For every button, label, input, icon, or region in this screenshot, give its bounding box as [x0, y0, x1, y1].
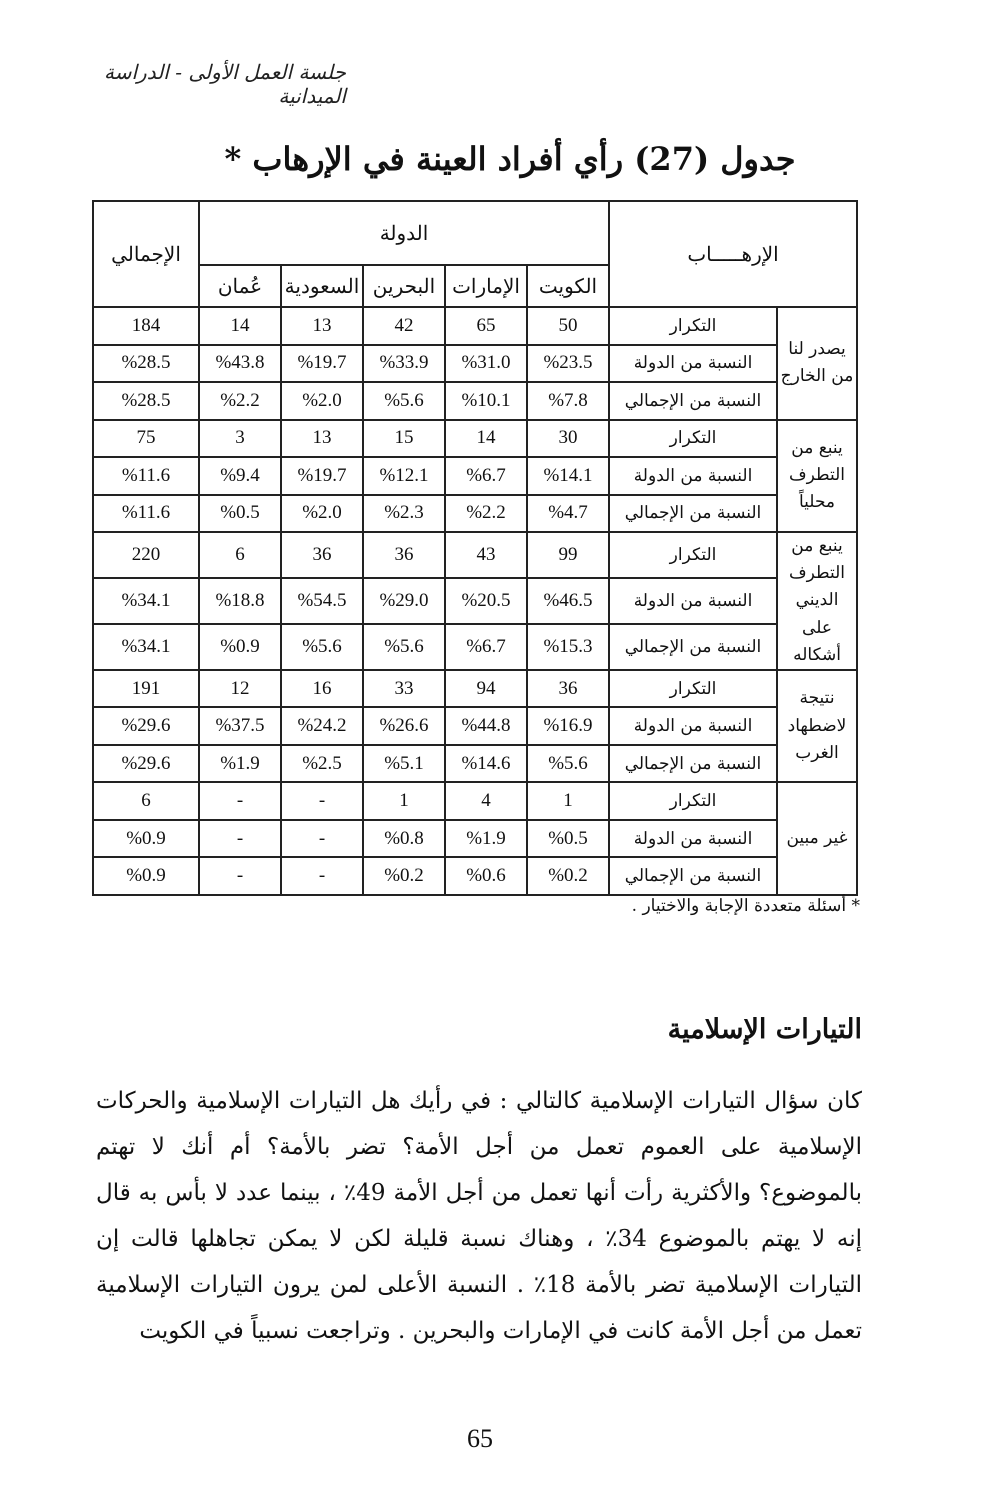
total-cell: 220 — [93, 532, 199, 578]
value-cell: %2.5 — [281, 745, 363, 783]
value-cell: 12 — [199, 670, 281, 708]
value-cell: %19.7 — [281, 345, 363, 383]
value-cell: %6.7 — [445, 457, 527, 495]
value-cell: %18.8 — [199, 578, 281, 624]
value-cell: %29.0 — [363, 578, 445, 624]
value-cell: %37.5 — [199, 707, 281, 745]
value-cell: %2.3 — [363, 495, 445, 533]
value-cell: %46.5 — [527, 578, 609, 624]
value-cell: 1 — [363, 782, 445, 820]
total-cell: %34.1 — [93, 624, 199, 670]
value-cell: %19.7 — [281, 457, 363, 495]
value-cell: - — [281, 782, 363, 820]
value-cell: %0.2 — [527, 857, 609, 895]
column-header: الإمارات — [445, 265, 527, 307]
value-cell: 4 — [445, 782, 527, 820]
value-cell: 43 — [445, 532, 527, 578]
value-cell: 36 — [363, 532, 445, 578]
value-cell: 94 — [445, 670, 527, 708]
value-cell: %43.8 — [199, 345, 281, 383]
table-row — [93, 857, 857, 895]
total-cell: %28.5 — [93, 345, 199, 383]
value-cell: %44.8 — [445, 707, 527, 745]
table-body — [93, 307, 857, 895]
value-cell: %14.6 — [445, 745, 527, 783]
value-cell: 14 — [199, 307, 281, 345]
measure-label: النسبة من الإجمالي — [609, 624, 777, 670]
value-cell: 36 — [281, 532, 363, 578]
measure-label: النسبة من الإجمالي — [609, 495, 777, 533]
value-cell: %31.0 — [445, 345, 527, 383]
header-total: الإجمالي — [93, 201, 199, 307]
value-cell: 13 — [281, 420, 363, 458]
total-cell: %0.9 — [93, 857, 199, 895]
table-row — [93, 782, 857, 820]
value-cell: %2.2 — [445, 495, 527, 533]
value-cell: 65 — [445, 307, 527, 345]
value-cell: %5.6 — [363, 624, 445, 670]
value-cell: 99 — [527, 532, 609, 578]
value-cell: %24.2 — [281, 707, 363, 745]
value-cell: %15.3 — [527, 624, 609, 670]
measure-label: التكرار — [609, 307, 777, 345]
total-cell: 191 — [93, 670, 199, 708]
table-title: جدول (27) رأي أفراد العينة في الإرهاب * — [224, 140, 796, 178]
value-cell: %1.9 — [445, 820, 527, 858]
column-header: السعودية — [281, 265, 363, 307]
table-row — [93, 345, 857, 383]
value-cell: %0.6 — [445, 857, 527, 895]
total-cell: 75 — [93, 420, 199, 458]
value-cell: %33.9 — [363, 345, 445, 383]
value-cell: %2.0 — [281, 495, 363, 533]
total-cell: %11.6 — [93, 457, 199, 495]
value-cell: 36 — [527, 670, 609, 708]
value-cell: %9.4 — [199, 457, 281, 495]
value-cell: 3 — [199, 420, 281, 458]
measure-label: النسبة من الدولة — [609, 345, 777, 383]
measure-label: التكرار — [609, 670, 777, 708]
measure-label: التكرار — [609, 782, 777, 820]
category-label: غير مبين — [777, 782, 857, 895]
total-cell: %0.9 — [93, 820, 199, 858]
total-cell: %28.5 — [93, 382, 199, 420]
value-cell: %5.6 — [281, 624, 363, 670]
body-paragraph: كان سؤال التيارات الإسلامية كالتالي : في رأيك هل التيارات الإسلامية والحركات الإسلامية على العموم تعمل من أجل الأمة؟ تضر بالأمة؟ أم أنك لا تهتم بالموضوع؟ والأكثرية رأت أنها تعمل من أجل الأمة 49٪ ، بينما عدد لا بأس به قال إنه لا يهتم بالموضوع 34٪ ، وهناك نسبة قليلة لكن لا يمكن تجاهلها قالت إن التيارات الإسلامية تضر بالأمة 18٪ . النسبة الأعلى لمن يرون التيارات الإسلامية تعمل من أجل الأمة كانت في الإمارات والبحرين . وتراجعت نسبياً في الكويت — [96, 1088, 862, 1344]
measure-label: التكرار — [609, 532, 777, 578]
category-label: يصدر لنا من الخارج — [777, 307, 857, 420]
value-cell: %16.9 — [527, 707, 609, 745]
value-cell: %2.0 — [281, 382, 363, 420]
measure-label: النسبة من الدولة — [609, 707, 777, 745]
value-cell: %0.8 — [363, 820, 445, 858]
table-row — [93, 495, 857, 533]
value-cell: 15 — [363, 420, 445, 458]
value-cell: %0.9 — [199, 624, 281, 670]
table-row — [93, 307, 857, 345]
value-cell: %1.9 — [199, 745, 281, 783]
value-cell: 33 — [363, 670, 445, 708]
value-cell: %12.1 — [363, 457, 445, 495]
measure-label: النسبة من الدولة — [609, 578, 777, 624]
value-cell: - — [281, 820, 363, 858]
measure-label: النسبة من الإجمالي — [609, 382, 777, 420]
measure-label: النسبة من الإجمالي — [609, 745, 777, 783]
table-row — [93, 707, 857, 745]
value-cell: %5.6 — [363, 382, 445, 420]
value-cell: 50 — [527, 307, 609, 345]
column-header: البحرين — [363, 265, 445, 307]
value-cell: 16 — [281, 670, 363, 708]
column-header: الكويت — [527, 265, 609, 307]
category-label: ينبع من التطرف الديني على أشكاله — [777, 532, 857, 670]
category-label: نتيجة لاضطهاد الغرب — [777, 670, 857, 783]
total-cell: 6 — [93, 782, 199, 820]
measure-label: النسبة من الدولة — [609, 457, 777, 495]
value-cell: %7.8 — [527, 382, 609, 420]
value-cell: 14 — [445, 420, 527, 458]
table-row — [93, 670, 857, 708]
value-cell: %14.1 — [527, 457, 609, 495]
value-cell: 30 — [527, 420, 609, 458]
value-cell: %54.5 — [281, 578, 363, 624]
total-cell: %29.6 — [93, 707, 199, 745]
value-cell: %26.6 — [363, 707, 445, 745]
header-row-label: الإرهـــــاب — [609, 201, 857, 307]
value-cell: - — [199, 857, 281, 895]
total-cell: %29.6 — [93, 745, 199, 783]
value-cell: %4.7 — [527, 495, 609, 533]
page-number: 65 — [467, 1424, 493, 1453]
table-row — [93, 745, 857, 783]
value-cell: 42 — [363, 307, 445, 345]
table-row — [93, 382, 857, 420]
section-heading: التيارات الإسلامية — [667, 1014, 862, 1045]
value-cell: 13 — [281, 307, 363, 345]
table-row — [93, 624, 857, 670]
value-cell: - — [199, 820, 281, 858]
value-cell: %5.6 — [527, 745, 609, 783]
measure-label: النسبة من الإجمالي — [609, 857, 777, 895]
total-cell: %34.1 — [93, 578, 199, 624]
value-cell: %23.5 — [527, 345, 609, 383]
column-header: عُمان — [199, 265, 281, 307]
category-label: ينبع من التطرف محلياً — [777, 420, 857, 533]
total-cell: %11.6 — [93, 495, 199, 533]
table-row — [93, 532, 857, 578]
value-cell: - — [199, 782, 281, 820]
measure-label: التكرار — [609, 420, 777, 458]
measure-label: النسبة من الدولة — [609, 820, 777, 858]
table-row — [93, 420, 857, 458]
running-head: جلسة العمل الأولى - الدراسة الميدانية — [104, 60, 346, 108]
value-cell: 1 — [527, 782, 609, 820]
table-row — [93, 578, 857, 624]
value-cell: %0.5 — [527, 820, 609, 858]
value-cell: - — [281, 857, 363, 895]
value-cell: %2.2 — [199, 382, 281, 420]
value-cell: 6 — [199, 532, 281, 578]
value-cell: %0.5 — [199, 495, 281, 533]
footnote: * أسئلة متعددة الإجابة والاختيار . — [631, 896, 860, 916]
value-cell: %10.1 — [445, 382, 527, 420]
table-row — [93, 457, 857, 495]
data-table — [92, 200, 858, 896]
table-row — [93, 820, 857, 858]
header-group: الدولة — [199, 201, 609, 265]
value-cell: %20.5 — [445, 578, 527, 624]
value-cell: %5.1 — [363, 745, 445, 783]
total-cell: 184 — [93, 307, 199, 345]
value-cell: %0.2 — [363, 857, 445, 895]
value-cell: %6.7 — [445, 624, 527, 670]
